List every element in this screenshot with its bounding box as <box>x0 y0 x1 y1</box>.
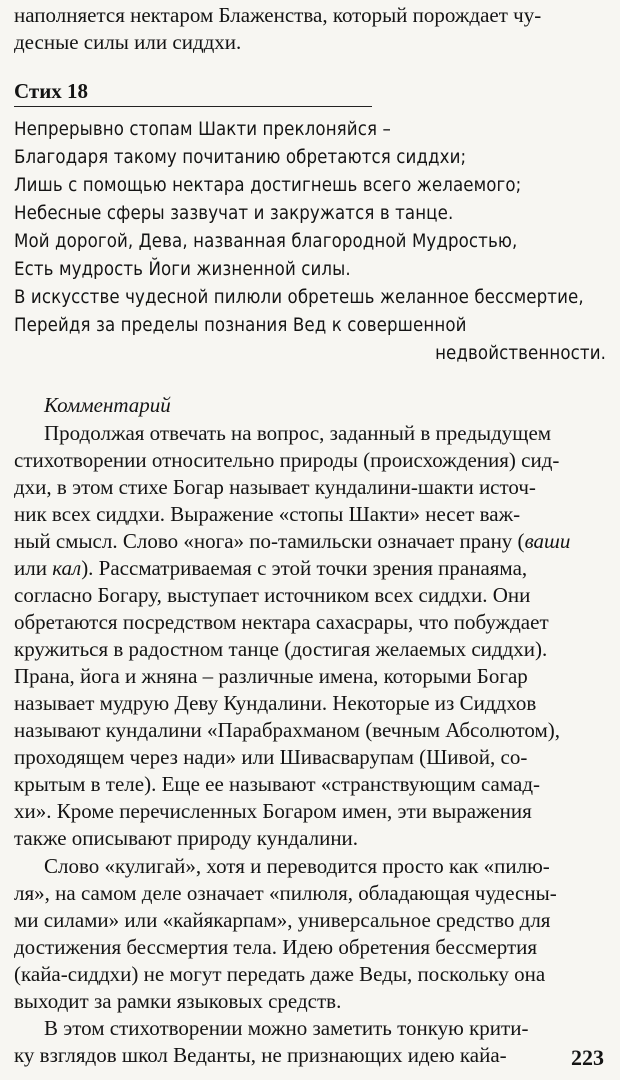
verse-line: В искусстве чудесной пилюли обретешь желанное бессмертие, <box>14 287 584 308</box>
commentary-line: согласно Богару, выступает источником всех сиддхи. Они <box>14 583 531 607</box>
commentary-line: называет мудрую Деву Кундалини. Некоторые из Сиддхов <box>14 691 537 715</box>
commentary-line: кружиться в радостном танце (достигая желаемых сиддхи). <box>14 637 548 661</box>
commentary-line: (кайа-сиддхи) не могут передать даже Веды, поскольку она <box>14 962 546 986</box>
text-line: наполняется нектаром Блаженства, который порождает чу- <box>14 3 542 27</box>
commentary-line: хи». Кроме перечисленных Богаром имен, эти выражения <box>14 799 532 823</box>
commentary-line: крытым в теле). Еще ее называют «странствующим самад- <box>14 772 541 796</box>
commentary-line: Продолжая отвечать на вопрос, заданный в предыдущем <box>44 421 552 445</box>
commentary-line: дхи, в этом стихе Богар называет кундалини-шакти источ- <box>14 475 536 499</box>
commentary-line: стихотворении относительно природы (происхождения) сид- <box>14 448 560 472</box>
commentary-line: Прана, йога и жняна – различные имена, которыми Богар <box>14 664 528 688</box>
commentary-line: ный смысл. Слово «нога» по-тамильски означает прану (ваши <box>14 529 571 553</box>
heading-rule <box>14 106 372 107</box>
verse-line: Лишь с помощью нектара достигнешь всего желаемого; <box>14 175 522 196</box>
verse-line: Благодаря такому почитанию обретаются сиддхи; <box>14 147 467 168</box>
verse-line: Мой дорогой, Дева, названная благородной Мудростью, <box>14 231 518 252</box>
commentary-line: ку взглядов школ Веданты, не признающих идею кайа- <box>14 1043 507 1067</box>
verse-line: недвойственности. <box>435 343 606 364</box>
commentary-line: называют кундалини «Парабрахманом (вечным Абсолютом), <box>14 718 560 742</box>
commentary-line: или кал). Рассматриваемая с этой точки зрения пранаяма, <box>14 556 528 580</box>
page-number: 223 <box>571 1045 604 1070</box>
commentary-line: выходит за рамки языковых средств. <box>14 989 342 1013</box>
commentary-line: обретаются посредством нектара сахасрары, что побуждает <box>14 610 549 634</box>
verse-line: Небесные сферы зазвучат и закружатся в танце. <box>14 203 454 224</box>
commentary-line: также описывают природу кундалини. <box>14 826 359 850</box>
verse-line: Есть мудрость Йоги жизненной силы. <box>14 259 351 280</box>
commentary-title: Комментарий <box>44 393 171 417</box>
verse-line: Непрерывно стопам Шакти преклоняйся – <box>14 119 391 140</box>
text-line: десные силы или сиддхи. <box>14 30 242 54</box>
commentary-line: достижения бессмертия тела. Идею обретения бессмертия <box>14 935 538 959</box>
verse-line: Перейдя за пределы познания Вед к совершенной <box>14 315 467 336</box>
commentary-line: ник всех сиддхи. Выражение «стопы Шакти» несет важ- <box>14 502 521 526</box>
commentary-line: ля», на самом деле означает «пилюля, обладающая чудесны- <box>14 881 557 905</box>
verse-heading: Стих 18 <box>14 79 89 103</box>
commentary-line: проходящем через нади» или Шивасварупам (Шивой, со- <box>14 745 528 769</box>
commentary-line: ми силами» или «кайякарпам», универсальное средство для <box>14 908 551 932</box>
commentary-line: В этом стихотворении можно заметить тонкую крити- <box>44 1016 529 1040</box>
commentary-line: Слово «кулигай», хотя и переводится просто как «пилю- <box>44 854 550 878</box>
